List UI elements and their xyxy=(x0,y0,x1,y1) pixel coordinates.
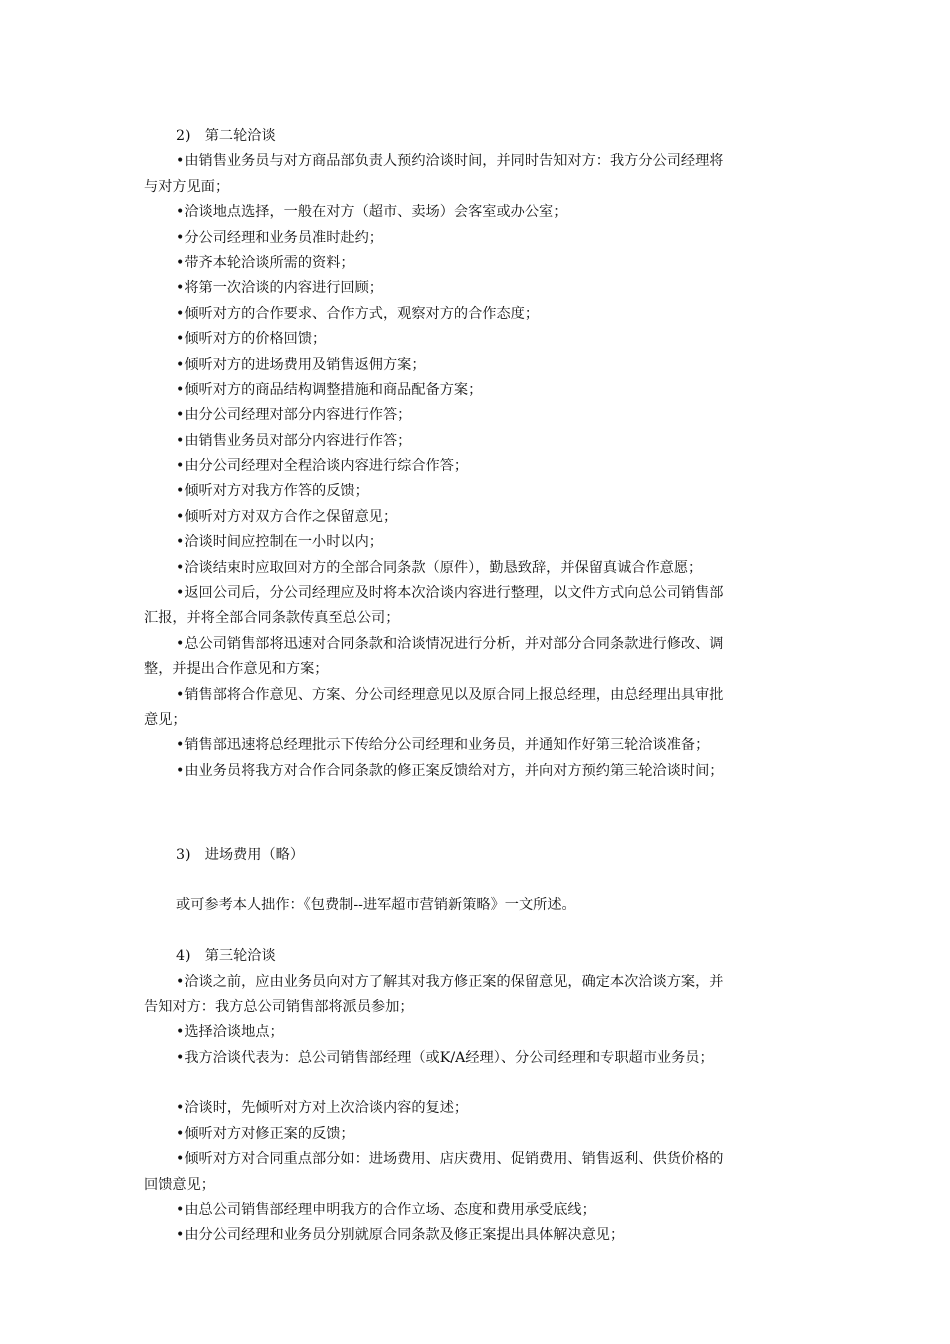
list-item-continuation: 整，并提出合作意见和方案； xyxy=(144,661,329,678)
list-item: •由分公司经理对部分内容进行作答； xyxy=(176,407,412,424)
list-item: •总公司销售部将迅速对合同条款和洽谈情况进行分析，并对部分合同条款进行修改、调 xyxy=(176,635,724,652)
list-item: •分公司经理和业务员准时赴约； xyxy=(176,229,383,246)
list-item: •由销售业务员与对方商品部负责人预约洽谈时间，并同时告知对方：我方分公司经理将 xyxy=(176,153,724,170)
document-page xyxy=(144,124,808,1249)
list-item: •由业务员将我方对合作合同条款的修正案反馈给对方，并向对方预约第三轮洽谈时间； xyxy=(176,762,724,779)
list-item: •销售部迅速将总经理批示下传给分公司经理和业务员，并通知作好第三轮洽谈准备； xyxy=(176,737,710,754)
list-item: •倾听对方的价格回馈； xyxy=(176,331,327,348)
list-item: •由总公司销售部经理申明我方的合作立场、态度和费用承受底线； xyxy=(176,1202,596,1219)
list-item: •倾听对方的商品结构调整措施和商品配备方案； xyxy=(176,381,483,398)
list-item-continuation: 告知对方：我方总公司销售部将派员参加； xyxy=(144,998,414,1015)
spacer xyxy=(144,868,808,893)
list-item-continuation: 意见； xyxy=(144,711,187,728)
list-item: •由分公司经理对全程洽谈内容进行综合作答； xyxy=(176,458,469,475)
list-item: •由销售业务员对部分内容进行作答； xyxy=(176,432,412,449)
list-item: •洽谈地点选择，一般在对方（超市、卖场）会客室或办公室； xyxy=(176,204,568,221)
spacer xyxy=(144,784,808,809)
list-item: •倾听对方对修正案的反馈； xyxy=(176,1125,355,1142)
spacer xyxy=(144,919,808,944)
list-item: •倾听对方对我方作答的反馈； xyxy=(176,483,369,500)
list-item-continuation: 回馈意见； xyxy=(144,1176,215,1193)
section-heading-entry-fees: 3) 进场费用（略） xyxy=(176,846,305,863)
list-item-continuation: 与对方见面； xyxy=(144,178,230,195)
list-item: •返回公司后，分公司经理应及时将本次洽谈内容进行整理，以文件方式向总公司销售部 xyxy=(176,585,724,602)
list-item: •销售部将合作意见、方案、分公司经理意见以及原合同上报总经理，由总经理出具审批 xyxy=(176,686,724,703)
list-item-continuation: 汇报，并将全部合同条款传真至总公司； xyxy=(144,610,400,627)
spacer xyxy=(144,1071,808,1096)
list-item: •倾听对方的合作要求、合作方式，观察对方的合作态度； xyxy=(176,305,540,322)
spacer xyxy=(144,810,808,843)
section-heading-round-2: 2) 第二轮洽谈 xyxy=(176,128,276,144)
list-item: •洽谈之前，应由业务员向对方了解其对我方修正案的保留意见，确定本次洽谈方案，并 xyxy=(176,973,724,990)
list-item: •带齐本轮洽谈所需的资料； xyxy=(176,254,355,271)
list-item: •倾听对方的进场费用及销售返佣方案； xyxy=(176,356,426,373)
list-item: •我方洽谈代表为：总公司销售部经理（或K/A经理）、分公司经理和专职超市业务员； xyxy=(176,1049,714,1066)
list-item: •倾听对方对合同重点部分如：进场费用、店庆费用、促销费用、销售返利、供货价格的 xyxy=(176,1151,724,1168)
list-item: •选择洽谈地点； xyxy=(176,1024,284,1041)
reference-note: 或可参考本人拙作：《包费制--进军超市营销新策略》一文所述。 xyxy=(176,897,576,914)
list-item: •倾听对方对双方合作之保留意见； xyxy=(176,508,398,525)
list-item: •洽谈时间应控制在一小时以内； xyxy=(176,534,383,551)
list-item: •洽谈时，先倾听对方对上次洽谈内容的复述； xyxy=(176,1100,469,1117)
list-item: •由分公司经理和业务员分别就原合同条款及修正案提出具体解决意见； xyxy=(176,1227,625,1244)
list-item: •洽谈结束时应取回对方的全部合同条款（原件），勤恳致辞，并保留真诚合作意愿； xyxy=(176,559,703,576)
section-heading-round-3: 4) 第三轮洽谈 xyxy=(176,948,276,965)
list-item: •将第一次洽谈的内容进行回顾； xyxy=(176,280,383,297)
